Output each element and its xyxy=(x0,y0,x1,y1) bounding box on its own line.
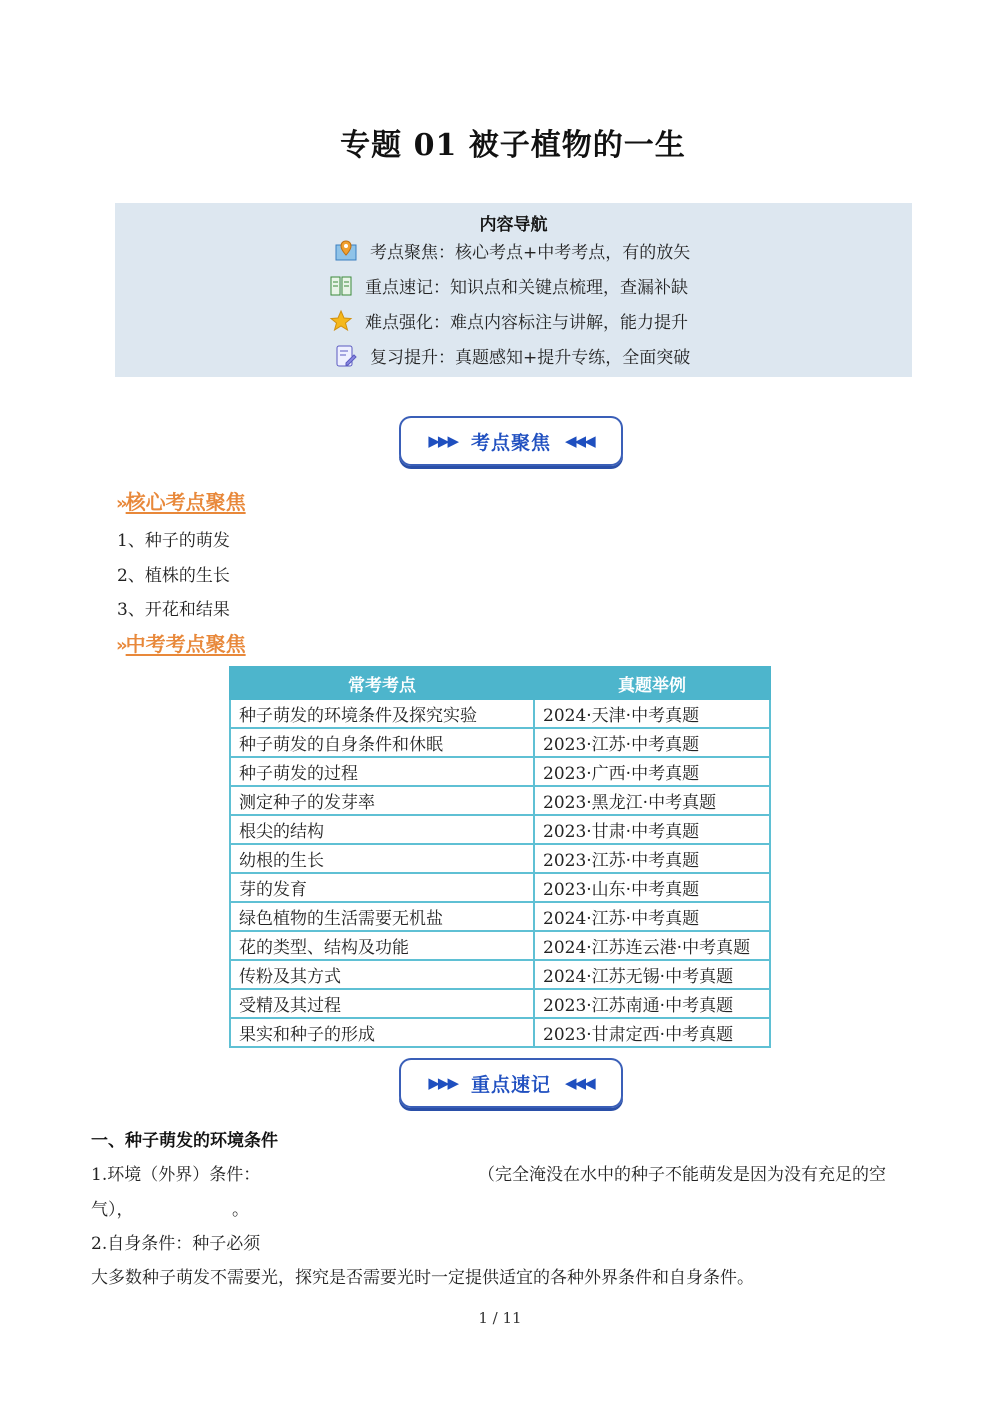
banner-memory xyxy=(399,1058,623,1108)
star-icon xyxy=(329,309,353,333)
table-row xyxy=(230,902,770,931)
paragraph-line: 1.环境（外界）条件： xyxy=(91,1165,261,1185)
exam-point-cell: 幼根的生长 xyxy=(230,844,534,873)
exam-example-cell: 2024·江苏无锡·中考真题 xyxy=(534,960,770,989)
page-title: 专题 01 被子植物的一生 xyxy=(340,128,686,163)
banner-label: 重点速记 xyxy=(470,1073,551,1096)
nav-item-focus xyxy=(334,238,690,263)
content-navigation-box xyxy=(115,203,912,377)
banner-label: 考点聚焦 xyxy=(470,431,551,454)
exam-example-cell: 2023·黑龙江·中考真题 xyxy=(534,786,770,815)
table-row xyxy=(230,1018,770,1047)
exam-point-cell: 测定种子的发芽率 xyxy=(230,786,534,815)
table-header-row xyxy=(230,667,770,699)
core-heading: » 核心考点聚焦 xyxy=(116,490,246,514)
table-row xyxy=(230,815,770,844)
table-row xyxy=(230,989,770,1018)
nav-item-text: 重点速记：知识点和关键点梳理，查漏补缺 xyxy=(365,278,688,298)
table-row xyxy=(230,699,770,728)
exam-example-cell: 2023·甘肃·中考真题 xyxy=(534,815,770,844)
exam-example-cell: 2023·江苏南通·中考真题 xyxy=(534,989,770,1018)
book-icon xyxy=(329,274,353,298)
list-item: 1、种子的萌发 xyxy=(117,531,230,551)
right-arrows-icon: ▶▶▶ xyxy=(428,1074,457,1092)
list-item: 2、植株的生长 xyxy=(117,566,230,586)
exam-example-cell: 2023·江苏·中考真题 xyxy=(534,728,770,757)
left-arrows-icon: ◀◀◀ xyxy=(565,1074,594,1092)
exam-point-cell: 果实和种子的形成 xyxy=(230,1018,534,1047)
double-chevron-icon: » xyxy=(116,493,124,514)
table-row xyxy=(230,960,770,989)
exam-example-cell: 2024·江苏连云港·中考真题 xyxy=(534,931,770,960)
column-header: 常考考点 xyxy=(230,667,534,699)
paragraph-line: 2.自身条件：种子必须 xyxy=(91,1234,261,1254)
exam-heading: » 中考考点聚焦 xyxy=(116,632,246,656)
left-arrows-icon: ◀◀◀ xyxy=(565,432,594,450)
nav-item-text: 复习提升：真题感知+提升专练，全面突破 xyxy=(370,348,691,368)
table-row xyxy=(230,757,770,786)
table-row xyxy=(230,786,770,815)
exam-point-cell: 传粉及其方式 xyxy=(230,960,534,989)
exam-point-cell: 芽的发育 xyxy=(230,873,534,902)
exam-point-cell: 种子萌发的环境条件及探究实验 xyxy=(230,699,534,728)
exam-example-cell: 2023·广西·中考真题 xyxy=(534,757,770,786)
nav-item-difficult xyxy=(329,308,688,333)
exam-example-cell: 2023·山东·中考真题 xyxy=(534,873,770,902)
paragraph-line: （完全淹没在水中的种子不能萌发是因为没有充足的空 xyxy=(478,1165,886,1185)
exam-example-cell: 2024·天津·中考真题 xyxy=(534,699,770,728)
exam-point-cell: 种子萌发的过程 xyxy=(230,757,534,786)
table-row xyxy=(230,873,770,902)
nav-item-review xyxy=(334,343,690,368)
map-pin-icon xyxy=(334,239,358,263)
exam-point-cell: 根尖的结构 xyxy=(230,815,534,844)
nav-item-memory xyxy=(329,273,688,298)
exam-example-cell: 2023·甘肃定西·中考真题 xyxy=(534,1018,770,1047)
nav-item-text: 考点聚焦：核心考点+中考考点，有的放矢 xyxy=(370,243,691,263)
table-row xyxy=(230,931,770,960)
nav-heading: 内容导航 xyxy=(479,215,548,235)
paragraph-line: 气）， xyxy=(91,1200,134,1220)
exam-point-cell: 绿色植物的生活需要无机盐 xyxy=(230,902,534,931)
exam-point-cell: 花的类型、结构及功能 xyxy=(230,931,534,960)
edit-document-icon xyxy=(334,344,358,368)
column-header: 真题举例 xyxy=(534,667,770,699)
exam-example-cell: 2024·江苏·中考真题 xyxy=(534,902,770,931)
page-number: 1 / 11 xyxy=(478,1309,522,1327)
nav-item-text: 难点强化：难点内容标注与讲解，能力提升 xyxy=(365,313,688,333)
list-item: 3、开花和结果 xyxy=(117,600,230,620)
paragraph-line: 大多数种子萌发不需要光，探究是否需要光时一定提供适宜的各种外界条件和自身条件。 xyxy=(91,1268,754,1288)
section-heading: 一、种子萌发的环境条件 xyxy=(91,1131,278,1151)
right-arrows-icon: ▶▶▶ xyxy=(428,432,457,450)
table-row xyxy=(230,844,770,873)
double-chevron-icon: » xyxy=(116,635,124,656)
paragraph-line: 。 xyxy=(232,1200,249,1220)
exam-points-table xyxy=(229,666,771,1048)
exam-point-cell: 种子萌发的自身条件和休眠 xyxy=(230,728,534,757)
table-row xyxy=(230,728,770,757)
exam-example-cell: 2023·江苏·中考真题 xyxy=(534,844,770,873)
banner-focus xyxy=(399,416,623,466)
exam-point-cell: 受精及其过程 xyxy=(230,989,534,1018)
